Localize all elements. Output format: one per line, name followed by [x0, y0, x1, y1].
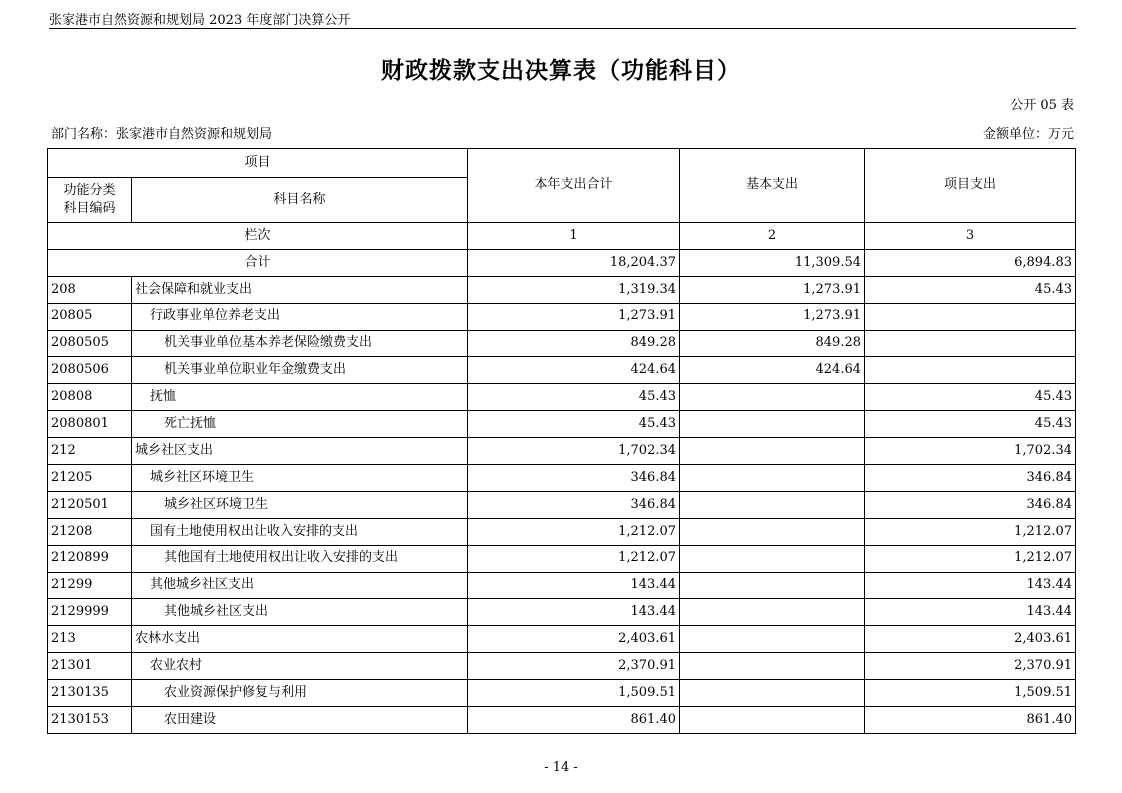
basic-column-header: 基本支出: [680, 149, 865, 223]
subject-name: 城乡社区支出: [132, 438, 468, 465]
total-amount: 849.28: [468, 330, 680, 357]
page-title: 财政拨款支出决算表（功能科目）: [381, 57, 741, 84]
total-amount: 346.84: [468, 491, 680, 518]
expenditure-table: [47, 148, 1076, 734]
total-amount: 861.40: [468, 707, 680, 734]
basic-amount: [680, 438, 865, 465]
header-divider: [49, 28, 1076, 29]
basic-amount: [680, 653, 865, 680]
table-row: [48, 465, 1076, 492]
subject-code: 208: [48, 276, 132, 303]
subject-code: 21208: [48, 518, 132, 545]
project-amount: 346.84: [865, 491, 1076, 518]
project-amount: 1,509.51: [865, 680, 1076, 707]
subject-name: 国有土地使用权出让收入安排的支出: [132, 518, 468, 545]
subject-name: 机关事业单位基本养老保险缴费支出: [132, 330, 468, 357]
table-row: [48, 384, 1076, 411]
basic-amount: [680, 626, 865, 653]
table-row: [48, 545, 1076, 572]
total-amount: 1,702.34: [468, 438, 680, 465]
basic-amount: [680, 680, 865, 707]
total-amount: 424.64: [468, 357, 680, 384]
basic-amount: [680, 545, 865, 572]
basic-amount: 1,273.91: [680, 303, 865, 330]
subject-name: 城乡社区环境卫生: [132, 491, 468, 518]
subject-name: 农业农村: [132, 653, 468, 680]
subject-code: 213: [48, 626, 132, 653]
total-amount: 2,403.61: [468, 626, 680, 653]
table-row: [48, 599, 1076, 626]
total-amount: 346.84: [468, 465, 680, 492]
basic-amount: [680, 518, 865, 545]
basic-amount: [680, 491, 865, 518]
basic-amount: [680, 465, 865, 492]
basic-amount: [680, 707, 865, 734]
subject-code: 21299: [48, 572, 132, 599]
subject-code: 2080801: [48, 411, 132, 438]
subject-name: 农田建设: [132, 707, 468, 734]
project-amount: 1,702.34: [865, 438, 1076, 465]
subject-code: 21205: [48, 465, 132, 492]
subject-code: 2120899: [48, 545, 132, 572]
subject-code: 20808: [48, 384, 132, 411]
total-amount: 1,319.34: [468, 276, 680, 303]
column-number: 3: [865, 223, 1076, 250]
subject-name: 城乡社区环境卫生: [132, 465, 468, 492]
form-number: 公开 05 表: [1010, 98, 1074, 113]
project-amount: 1,212.07: [865, 545, 1076, 572]
basic-amount: 424.64: [680, 357, 865, 384]
project-amount: 1,212.07: [865, 518, 1076, 545]
subject-code: 2080505: [48, 330, 132, 357]
subject-name: 死亡抚恤: [132, 411, 468, 438]
total-amount: 45.43: [468, 411, 680, 438]
subject-name: 其他城乡社区支出: [132, 599, 468, 626]
total-amount: 1,273.91: [468, 303, 680, 330]
project-amount: 861.40: [865, 707, 1076, 734]
table-row: [48, 680, 1076, 707]
subject-code: 2130153: [48, 707, 132, 734]
subject-name: 其他城乡社区支出: [132, 572, 468, 599]
project-header: 项目: [48, 149, 468, 178]
column-number: 2: [680, 223, 865, 250]
total-amount: 1,212.07: [468, 518, 680, 545]
total-amount: 1,509.51: [468, 680, 680, 707]
code-header-line2: 科目编码: [63, 201, 116, 216]
project-amount: 346.84: [865, 465, 1076, 492]
total-amount: 45.43: [468, 384, 680, 411]
subject-name: 机关事业单位职业年金缴费支出: [132, 357, 468, 384]
table-row: [48, 303, 1076, 330]
name-column-header: 科目名称: [132, 178, 468, 223]
table-row: [48, 518, 1076, 545]
subject-code: 2120501: [48, 491, 132, 518]
column-number-row: [48, 223, 1076, 250]
subject-code: 20805: [48, 303, 132, 330]
project-amount: 2,370.91: [865, 653, 1076, 680]
column-number-label: 栏次: [48, 223, 468, 250]
project-amount: 45.43: [865, 276, 1076, 303]
department-label: 部门名称：张家港市自然资源和规划局: [51, 127, 273, 142]
table-row: [48, 653, 1076, 680]
project-amount: 143.44: [865, 599, 1076, 626]
table-row: [48, 276, 1076, 303]
basic-amount: 1,273.91: [680, 276, 865, 303]
subject-code: 21301: [48, 653, 132, 680]
header-row-1: [48, 149, 1076, 178]
project-amount: [865, 303, 1076, 330]
total-column-header: 本年支出合计: [468, 149, 680, 223]
basic-amount: [680, 411, 865, 438]
subject-code: 2080506: [48, 357, 132, 384]
subject-name: 农业资源保护修复与利用: [132, 680, 468, 707]
project-amount: 45.43: [865, 411, 1076, 438]
table-row: [48, 357, 1076, 384]
subject-code: 212: [48, 438, 132, 465]
subject-name: 其他国有土地使用权出让收入安排的支出: [132, 545, 468, 572]
total-amount: 18,204.37: [468, 249, 680, 276]
basic-amount: [680, 572, 865, 599]
table-row: [48, 438, 1076, 465]
code-column-header: [48, 178, 132, 223]
total-project: 6,894.83: [865, 249, 1076, 276]
project-amount: 143.44: [865, 572, 1076, 599]
project-amount: [865, 357, 1076, 384]
subject-name: 农林水支出: [132, 626, 468, 653]
total-amount: 143.44: [468, 572, 680, 599]
table-row: [48, 491, 1076, 518]
subject-code: 2130135: [48, 680, 132, 707]
column-number: 1: [468, 223, 680, 250]
total-basic: 11,309.54: [680, 249, 865, 276]
project-column-header: 项目支出: [865, 149, 1076, 223]
total-row: [48, 249, 1076, 276]
project-amount: 45.43: [865, 384, 1076, 411]
total-amount: 1,212.07: [468, 545, 680, 572]
running-header: 张家港市自然资源和规划局 2023 年度部门决算公开: [49, 13, 351, 28]
table-row: [48, 411, 1076, 438]
project-amount: [865, 330, 1076, 357]
total-amount: 143.44: [468, 599, 680, 626]
table-row: [48, 572, 1076, 599]
subject-name: 社会保障和就业支出: [132, 276, 468, 303]
table-row: [48, 707, 1076, 734]
subject-name: 抚恤: [132, 384, 468, 411]
basic-amount: [680, 384, 865, 411]
total-label: 合计: [48, 249, 468, 276]
subject-code: 2129999: [48, 599, 132, 626]
page-number: - 14 -: [544, 760, 578, 775]
project-amount: 2,403.61: [865, 626, 1076, 653]
amount-unit-label: 金额单位：万元: [982, 127, 1074, 142]
basic-amount: 849.28: [680, 330, 865, 357]
code-header-line1: 功能分类: [63, 183, 116, 199]
table-row: [48, 626, 1076, 653]
subject-name: 行政事业单位养老支出: [132, 303, 468, 330]
basic-amount: [680, 599, 865, 626]
table-row: [48, 330, 1076, 357]
total-amount: 2,370.91: [468, 653, 680, 680]
